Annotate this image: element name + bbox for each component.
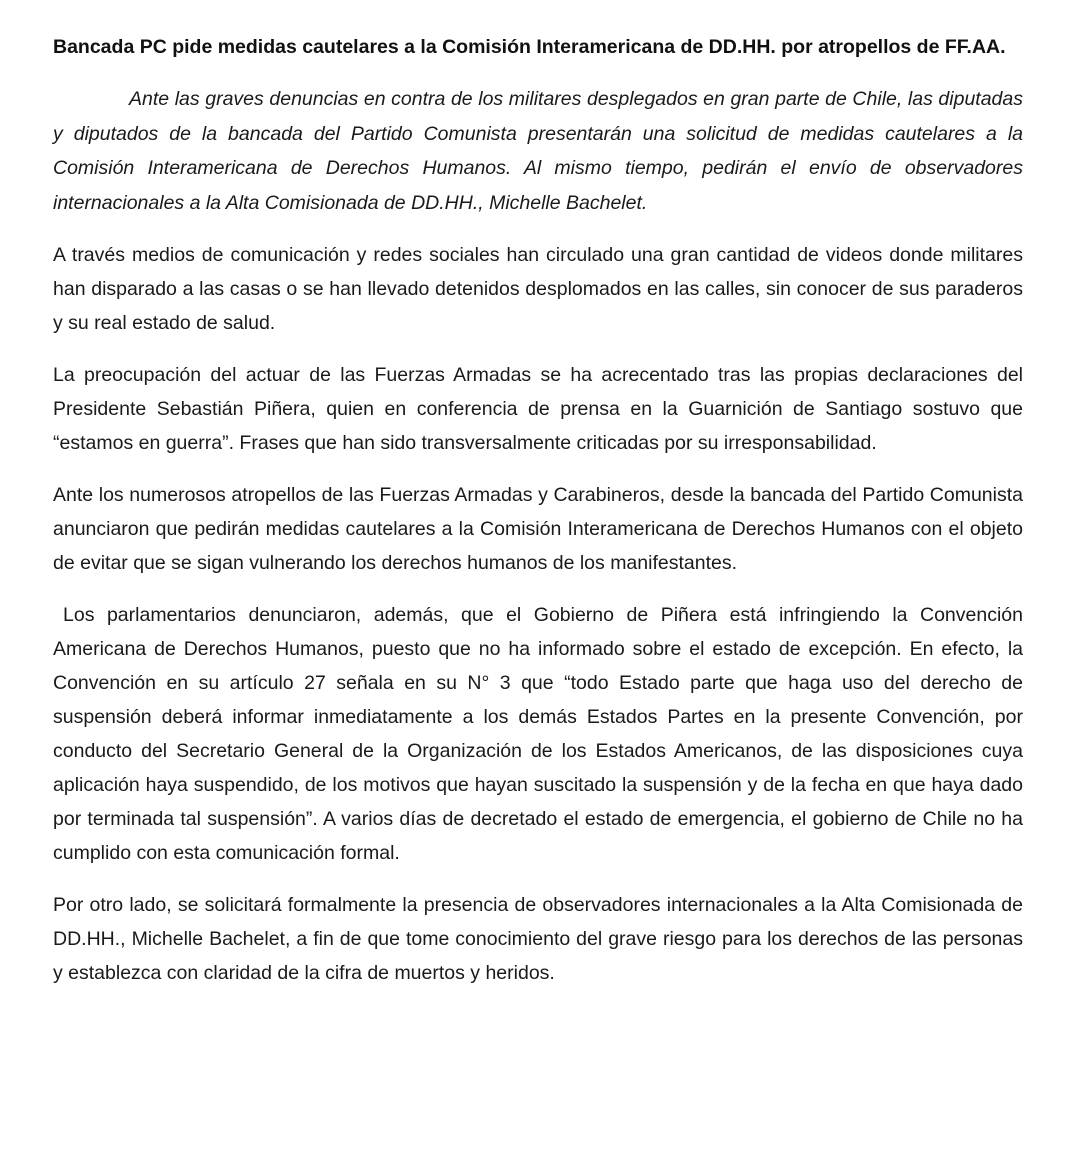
- body-paragraph-2: La preocupación del actuar de las Fuerzas Armadas se ha acrecentado tras las propias declaraciones del Presidente Sebastián Piñera, quien en conferencia de prensa en la Guarnición de Santiago sostuvo que “estamos en guerra”. Frases que han sido transversalmente criticadas por su irresponsabilidad.: [53, 364, 1023, 454]
- lead-paragraph: Ante las graves denuncias en contra de los militares desplegados en gran parte de Chile, las diputadas y diputados de la bancada del Partido Comunista presentarán una solicitud de medidas cautelares a la Comisión Interamericana de Derechos Humanos. Al mismo tiempo, pedirán el envío de observadores internacionales a la Alta Comisionada de DD.HH., Michelle Bachelet.: [53, 88, 1023, 214]
- body-paragraph-5: Por otro lado, se solicitará formalmente la presencia de observadores internacionales a la Alta Comisionada de DD.HH., Michelle Bachelet, a fin de que tome conocimiento del grave riesgo para los derechos de las personas y establezca con claridad de la cifra de muertos y heridos.: [53, 894, 1023, 984]
- body-paragraph-3: Ante los numerosos atropellos de las Fuerzas Armadas y Carabineros, desde la bancada del Partido Comunista anunciaron que pedirán medidas cautelares a la Comisión Interamericana de Derechos Humanos con el objeto de evitar que se sigan vulnerando los derechos humanos de los manifestantes.: [53, 484, 1023, 574]
- body-paragraph-4: Los parlamentarios denunciaron, además, que el Gobierno de Piñera está infringiendo la Convención Americana de Derechos Humanos, puesto que no ha informado sobre el estado de excepción. En efecto, la Convención en su artículo 27 señala en su N° 3 que “todo Estado parte que haga uso del derecho de suspensión deberá informar inmediatamente a los demás Estados Partes en la presente Convención, por conducto del Secretario General de la Organización de los Estados Americanos, de las disposiciones cuya aplicación haya suspendido, de los motivos que hayan suscitado la suspensión y de la fecha en que haya dado por terminada tal suspensión”. A varios días de decretado el estado de emergencia, el gobierno de Chile no ha cumplido con esta comunicación formal.: [53, 604, 1023, 864]
- body-paragraph-1: A través medios de comunicación y redes sociales han circulado una gran cantidad de videos donde militares han disparado a las casas o se han llevado detenidos desplomados en las calles, sin conocer de sus paraderos y su real estado de salud.: [53, 244, 1023, 334]
- document-title: Bancada PC pide medidas cautelares a la Comisión Interamericana de DD.HH. por atropellos de FF.AA.: [53, 36, 1006, 58]
